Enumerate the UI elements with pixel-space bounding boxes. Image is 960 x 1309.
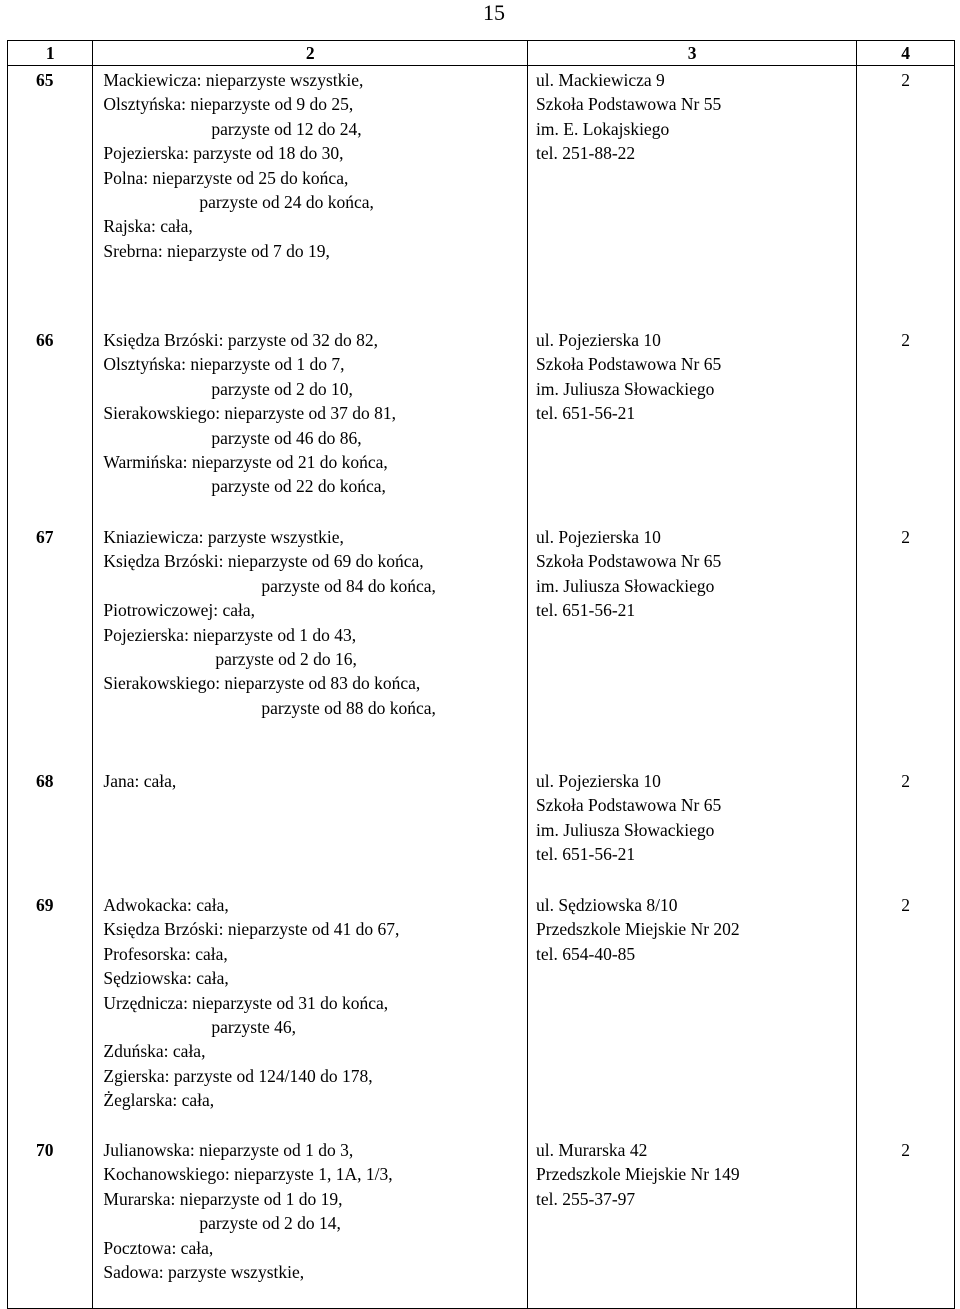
school-line: Szkoła Podstawowa Nr 65	[536, 551, 722, 572]
street-line: Rajska: cała,	[103, 216, 193, 237]
school-line: im. E. Lokajskiego	[536, 118, 670, 139]
street-line: Księdza Brzóski: nieparzyste od 41 do 67,	[103, 919, 400, 940]
table-row	[8, 328, 955, 525]
school-line: ul. Pojezierska 10	[536, 771, 661, 791]
street-line: Olsztyńska: nieparzyste od 1 do 7,	[103, 354, 345, 375]
table-row	[8, 893, 955, 1138]
table-row	[8, 525, 955, 769]
district-number: 70	[8, 1138, 93, 1309]
street-line: Jana: cała,	[103, 771, 177, 791]
streets-cell	[93, 1138, 528, 1309]
school-cell	[528, 1138, 857, 1309]
street-line: parzyste od 22 do końca,	[211, 476, 386, 497]
district-number: 67	[8, 525, 93, 769]
school-line: tel. 251-88-22	[536, 143, 636, 164]
school-line: tel. 651-56-21	[536, 844, 636, 865]
school-line: im. Juliusza Słowackiego	[536, 819, 715, 840]
school-line: Przedszkole Miejskie Nr 149	[536, 1164, 740, 1185]
street-line: Murarska: nieparzyste od 1 do 19,	[103, 1188, 343, 1209]
count-cell: 2	[857, 328, 955, 525]
street-line: parzyste od 84 do końca,	[261, 575, 436, 596]
district-table	[7, 40, 955, 1309]
page-number: 15	[483, 0, 505, 25]
school-cell	[528, 66, 857, 329]
count-cell: 2	[857, 66, 955, 329]
district-number: 65	[8, 66, 93, 329]
school-line: ul. Pojezierska 10	[536, 527, 661, 547]
school-line: tel. 255-37-97	[536, 1188, 636, 1209]
street-line: parzyste od 12 do 24,	[211, 118, 362, 139]
street-line: Pocztowa: cała,	[103, 1237, 214, 1258]
street-line: Zduńska: cała,	[103, 1041, 206, 1062]
street-line: Mackiewicza: nieparzyste wszystkie,	[103, 70, 364, 90]
school-line: ul. Pojezierska 10	[536, 330, 661, 350]
count-cell: 2	[857, 769, 955, 893]
street-line: Julianowska: nieparzyste od 1 do 3,	[103, 1140, 354, 1160]
school-cell	[528, 893, 857, 1138]
table-row	[8, 769, 955, 893]
school-line: tel. 654-40-85	[536, 943, 636, 964]
header-row	[8, 41, 955, 66]
streets-cell	[93, 525, 528, 769]
header-col-4: 4	[857, 41, 955, 66]
street-line: Pojezierska: parzyste od 18 do 30,	[103, 143, 344, 164]
school-line: Szkoła Podstawowa Nr 65	[536, 795, 722, 816]
street-line: Kniaziewicza: parzyste wszystkie,	[103, 527, 344, 547]
table-row	[8, 66, 955, 329]
streets-cell	[93, 66, 528, 329]
street-line: Kochanowskiego: nieparzyste 1, 1A, 1/3,	[103, 1164, 393, 1185]
school-line: tel. 651-56-21	[536, 600, 636, 621]
school-line: ul. Mackiewicza 9	[536, 70, 665, 90]
street-line: Olsztyńska: nieparzyste od 9 do 25,	[103, 94, 354, 115]
school-line: ul. Murarska 42	[536, 1140, 648, 1160]
school-line: Szkoła Podstawowa Nr 55	[536, 94, 722, 115]
street-line: Księdza Brzóski: nieparzyste od 69 do końca,	[103, 551, 424, 572]
street-line: Sadowa: parzyste wszystkie,	[103, 1262, 305, 1283]
street-line: Księdza Brzóski: parzyste od 32 do 82,	[103, 330, 378, 350]
street-line: Profesorska: cała,	[103, 943, 228, 964]
street-line: Warmińska: nieparzyste od 21 do końca,	[103, 452, 388, 473]
streets-cell	[93, 893, 528, 1138]
school-cell	[528, 328, 857, 525]
district-number: 68	[8, 769, 93, 893]
street-line: Adwokacka: cała,	[103, 895, 229, 915]
header-col-3: 3	[528, 41, 857, 66]
street-line: parzyste od 24 do końca,	[199, 192, 374, 213]
streets-cell	[93, 328, 528, 525]
header-col-1: 1	[8, 41, 93, 66]
district-number: 69	[8, 893, 93, 1138]
street-line: Piotrowiczowej: cała,	[103, 600, 256, 621]
street-line: parzyste 46,	[211, 1017, 296, 1038]
school-cell	[528, 769, 857, 893]
street-line: parzyste od 88 do końca,	[261, 697, 436, 718]
school-line: im. Juliusza Słowackiego	[536, 575, 715, 596]
count-cell: 2	[857, 525, 955, 769]
street-line: Sierakowskiego: nieparzyste od 83 do końca,	[103, 673, 421, 694]
count-cell: 2	[857, 893, 955, 1138]
school-line: tel. 651-56-21	[536, 403, 636, 424]
street-line: Polna: nieparzyste od 25 do końca,	[103, 167, 349, 188]
street-line: Sędziowska: cała,	[103, 968, 229, 989]
header-col-2: 2	[93, 41, 528, 66]
count-cell: 2	[857, 1138, 955, 1309]
street-line: parzyste od 2 do 10,	[211, 378, 353, 399]
street-line: Zgierska: parzyste od 124/140 do 178,	[103, 1065, 373, 1086]
street-line: Pojezierska: nieparzyste od 1 do 43,	[103, 624, 357, 645]
district-number: 66	[8, 328, 93, 525]
street-line: parzyste od 46 do 86,	[211, 427, 362, 448]
school-line: Szkoła Podstawowa Nr 65	[536, 354, 722, 375]
streets-cell	[93, 769, 528, 893]
street-line: parzyste od 2 do 16,	[215, 649, 357, 670]
school-line: im. Juliusza Słowackiego	[536, 378, 715, 399]
street-line: Srebrna: nieparzyste od 7 do 19,	[103, 240, 330, 261]
school-cell	[528, 525, 857, 769]
street-line: Sierakowskiego: nieparzyste od 37 do 81,	[103, 403, 396, 424]
street-line: Żeglarska: cała,	[103, 1090, 215, 1111]
street-line: Urzędnicza: nieparzyste od 31 do końca,	[103, 992, 389, 1013]
school-line: Przedszkole Miejskie Nr 202	[536, 919, 740, 940]
table-row	[8, 1138, 955, 1309]
street-line: parzyste od 2 do 14,	[199, 1213, 341, 1234]
school-line: ul. Sędziowska 8/10	[536, 895, 678, 915]
